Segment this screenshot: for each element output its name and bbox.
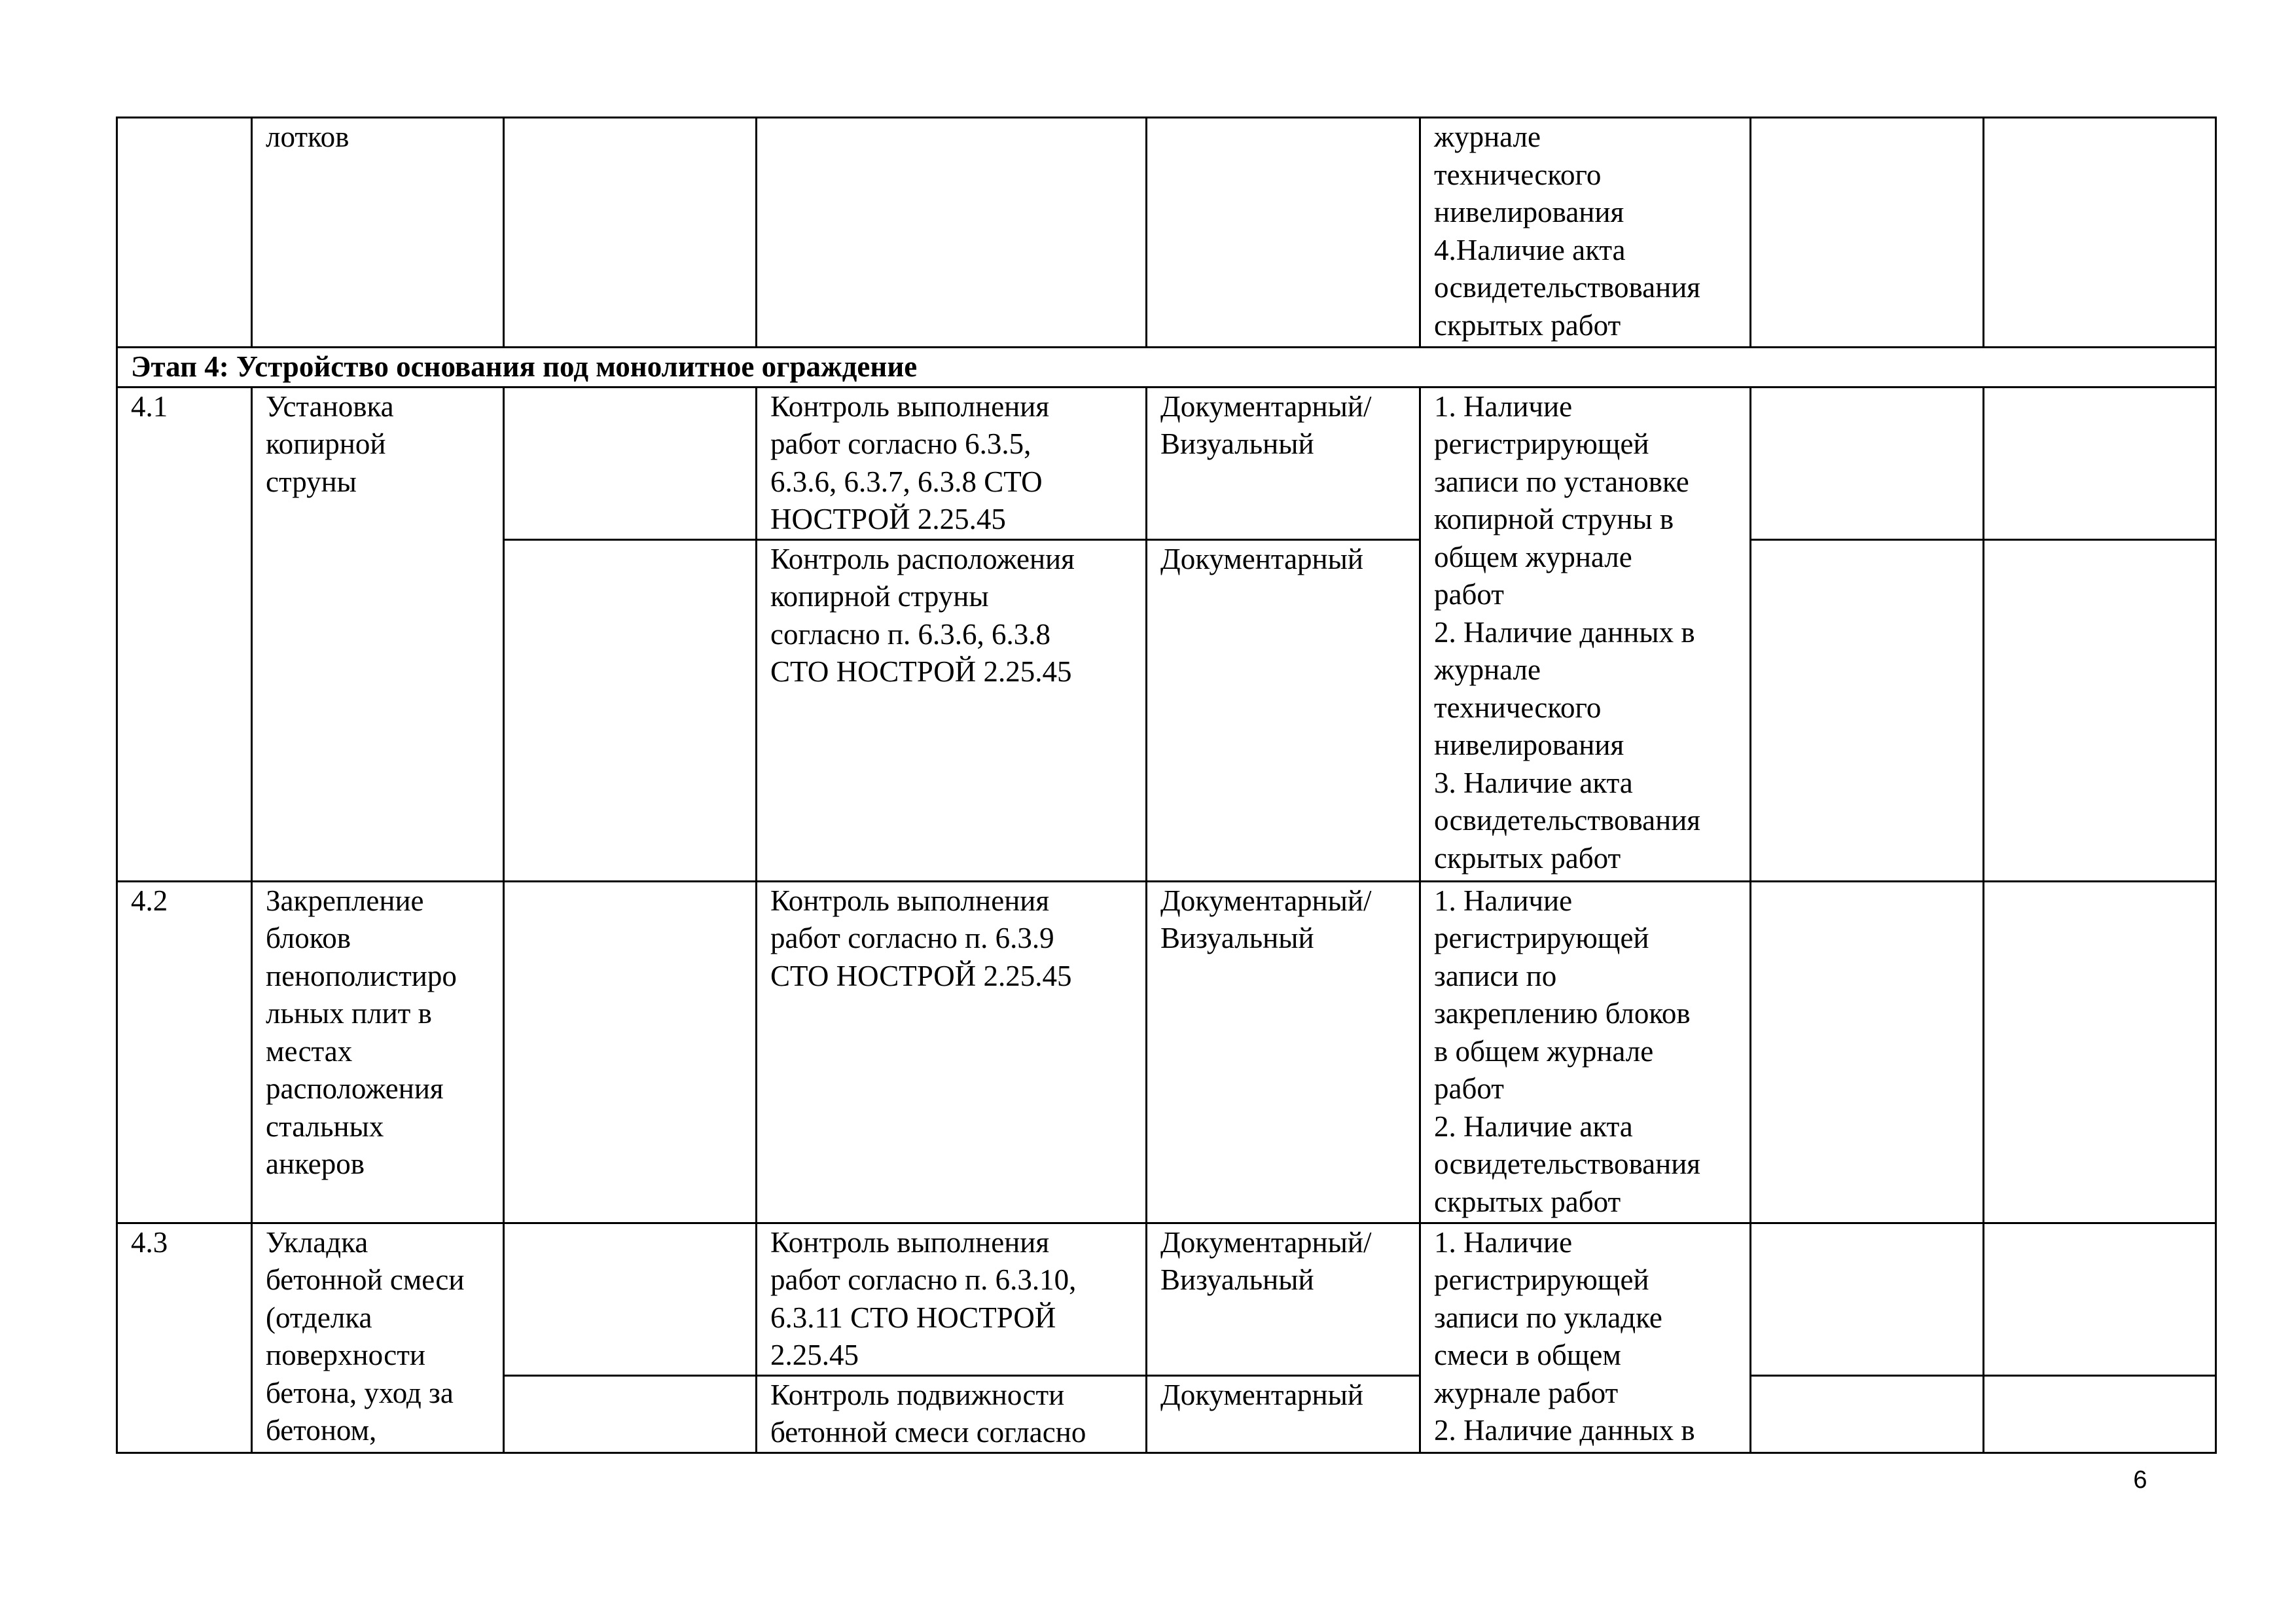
cell-empty-cont-c8: [1984, 118, 2216, 348]
cell-control-4-2: Контроль выполнения работ согласно п. 6.3.9 СТО НОСТРОЙ 2.25.45: [757, 881, 1147, 1223]
cell-empty-4-1-a-c7: [1751, 387, 1984, 539]
cell-control-4-3-a: Контроль выполнения работ согласно п. 6.3.10, 6.3.11 СТО НОСТРОЙ 2.25.45: [757, 1223, 1147, 1375]
cell-name-cont: лотков: [252, 118, 504, 348]
cell-name-4-3: Укладка бетонной смеси (отделка поверхности бетона, уход за бетоном,: [252, 1223, 504, 1453]
cell-empty-4-3-b-c8: [1984, 1375, 2216, 1453]
cell-empty-4-1-b-c3: [504, 539, 757, 881]
cell-empty-4-3-a-c8: [1984, 1223, 2216, 1375]
cell-doccheck-4-2: 1. Наличие регистрирующей записи по закреплению блоков в общем журнале работ 2. Наличие акта освидетельствования скрытых работ: [1420, 881, 1751, 1223]
cell-doccheck-cont: журнале технического нивелирования 4.Наличие акта освидетельствования скрытых работ: [1420, 118, 1751, 348]
table-row-4-3-a: [117, 1223, 2216, 1375]
cell-method-4-3-b: Документарный: [1147, 1375, 1420, 1453]
cell-name-4-2: Закрепление блоков пенополистиро льных плит в местах расположения стальных анкеров: [252, 881, 504, 1223]
cell-control-cont: [757, 118, 1147, 348]
cell-name-4-1: Установка копирной струны: [252, 387, 504, 881]
cell-control-4-3-b: Контроль подвижности бетонной смеси согласно: [757, 1375, 1147, 1453]
table-row-4-2: [117, 881, 2216, 1223]
cell-control-4-1-a: Контроль выполнения работ согласно 6.3.5, 6.3.6, 6.3.7, 6.3.8 СТО НОСТРОЙ 2.25.45: [757, 387, 1147, 539]
cell-empty-4-2-c7: [1751, 881, 1984, 1223]
stage-4-title: Этап 4: Устройство основания под монолитное ограждение: [117, 348, 2216, 388]
table-row-stage-4: [117, 348, 2216, 388]
cell-doccheck-4-1: 1. Наличие регистрирующей записи по установке копирной струны в общем журнале работ 2. Наличие данных в журнале технического нивелирования 3. Наличие акта освидетельствования скрытых работ: [1420, 387, 1751, 881]
cell-empty-4-3-b-c7: [1751, 1375, 1984, 1453]
cell-method-4-3-a: Документарный/ Визуальный: [1147, 1223, 1420, 1375]
cell-empty-4-3-a-c7: [1751, 1223, 1984, 1375]
cell-control-4-1-b: Контроль расположения копирной струны согласно п. 6.3.6, 6.3.8 СТО НОСТРОЙ 2.25.45: [757, 539, 1147, 881]
cell-empty-4-1-a-c3: [504, 387, 757, 539]
cell-method-4-1-b: Документарный: [1147, 539, 1420, 881]
table-row-4-1-a: [117, 387, 2216, 539]
cell-method-4-1-a: Документарный/ Визуальный: [1147, 387, 1420, 539]
cell-doccheck-4-3: 1. Наличие регистрирующей записи по укладке смеси в общем журнале работ 2. Наличие данных в: [1420, 1223, 1751, 1453]
cell-empty-4-3-a-c3: [504, 1223, 757, 1375]
cell-num-4-1: 4.1: [117, 387, 252, 881]
cell-empty-4-1-b-c8: [1984, 539, 2216, 881]
cell-method-4-2: Документарный/ Визуальный: [1147, 881, 1420, 1223]
control-table: [116, 117, 2217, 1454]
cell-empty-4-3-b-c3: [504, 1375, 757, 1453]
cell-empty-4-2-c8: [1984, 881, 2216, 1223]
page-number: 6: [2133, 1466, 2147, 1494]
cell-num-4-3: 4.3: [117, 1223, 252, 1453]
cell-empty-cont-c3: [504, 118, 757, 348]
cell-empty-4-2-c3: [504, 881, 757, 1223]
cell-empty-4-1-a-c8: [1984, 387, 2216, 539]
table-row-continuation: [117, 118, 2216, 348]
cell-num-4-2: 4.2: [117, 881, 252, 1223]
cell-empty-cont-c7: [1751, 118, 1984, 348]
cell-method-cont: [1147, 118, 1420, 348]
cell-empty-4-1-b-c7: [1751, 539, 1984, 881]
cell-num-cont: [117, 118, 252, 348]
